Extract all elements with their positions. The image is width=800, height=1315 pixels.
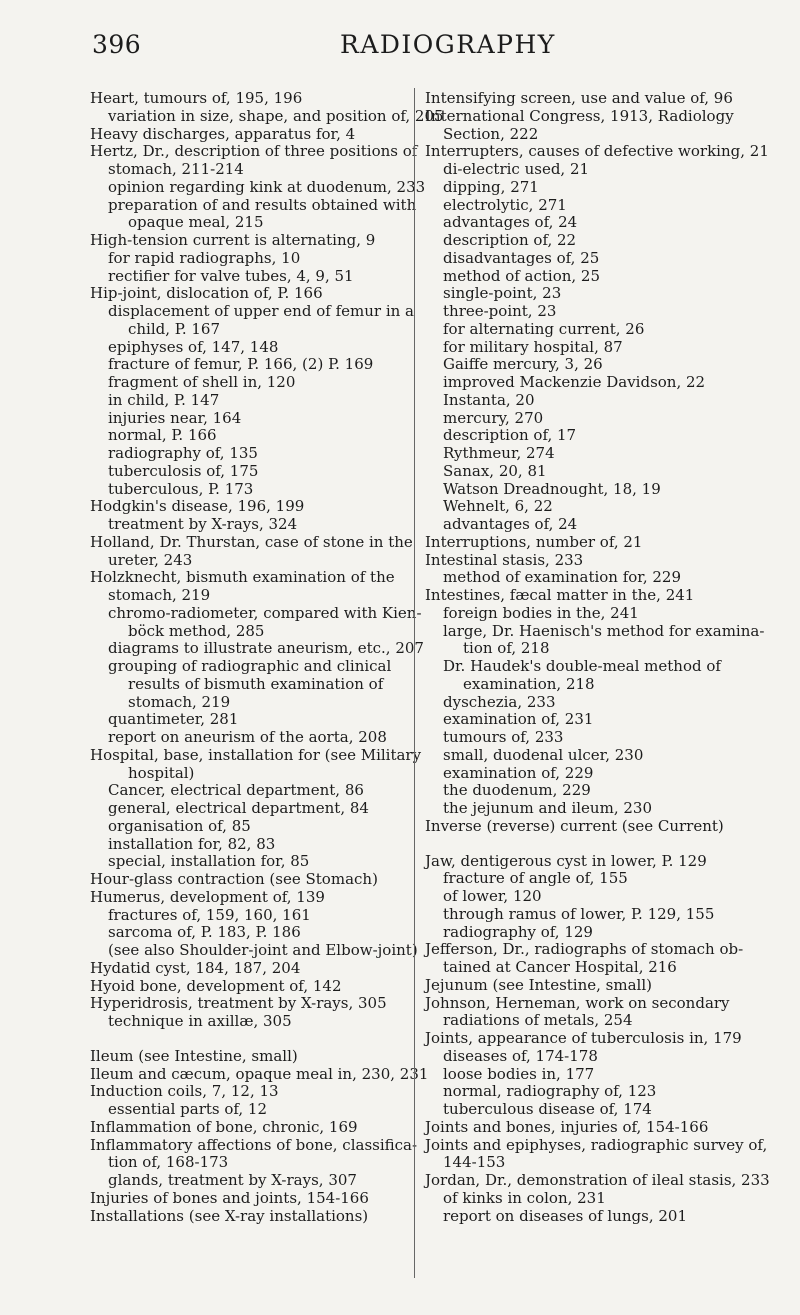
index-subentry: ureter, 243 — [108, 550, 193, 569]
index-subentry: dyschezia, 233 — [443, 692, 556, 711]
index-subentry: grouping of radiographic and clinical — [108, 657, 392, 675]
index-subentry: tuberculous disease of, 174 — [443, 1100, 652, 1118]
index-section-gap — [425, 836, 730, 853]
index-entry: Inflammatory affections of bone, classifica- — [90, 1135, 418, 1154]
index-subentry: through ramus of lower, P. 129, 155 — [443, 904, 715, 923]
index-subentry: method of action, 25 — [443, 266, 601, 285]
index-entry: Inflammation of bone, chronic, 169 — [90, 1117, 358, 1136]
index-entry: Joints, appearance of tuberculosis in, 179 — [425, 1029, 742, 1047]
index-subentry: tuberculosis of, 175 — [108, 461, 259, 480]
index-subentry: method of examination for, 229 — [443, 568, 682, 587]
index-subentry: 144-153 — [443, 1153, 506, 1172]
index-subentry: glands, treatment by X-rays, 307 — [108, 1171, 357, 1189]
index-subentry: electrolytic, 271 — [443, 195, 567, 214]
page-header — [92, 30, 702, 70]
index-subentry: loose bodies in, 177 — [443, 1064, 595, 1083]
index-entry: Intensifying screen, use and value of, 96 — [425, 89, 733, 107]
index-subentry: description of, 17 — [443, 426, 577, 445]
index-entry: International Congress, 1913, Radiology — [425, 106, 734, 125]
index-subentry: quantimeter, 281 — [108, 710, 239, 729]
index-subentry: single-point, 23 — [443, 284, 562, 303]
index-subentry: sarcoma of, P. 183, P. 186 — [108, 923, 301, 942]
index-subentry: report on diseases of lungs, 201 — [443, 1206, 687, 1225]
index-subentry: special, installation for, 85 — [108, 852, 310, 871]
index-subentry: description of, 22 — [443, 231, 577, 249]
index-entry: Jaw, dentigerous cyst in lower, P. 129 — [425, 851, 707, 870]
index-subentry: small, duodenal ulcer, 230 — [443, 745, 644, 764]
index-subentry: diagrams to illustrate aneurism, etc., 207 — [108, 639, 424, 658]
index-subentry: general, electrical department, 84 — [108, 799, 369, 817]
index-subentry: opinion regarding kink at duodenum, 233 — [108, 177, 426, 196]
index-entry: Hertz, Dr., description of three positions of — [90, 142, 418, 161]
index-subentry: disadvantages of, 25 — [443, 248, 600, 267]
index-entry: Intestinal stasis, 233 — [425, 550, 584, 569]
index-column-left — [90, 89, 444, 1225]
index-subentry: tumours of, 233 — [443, 728, 564, 746]
index-entry: Johnson, Herneman, work on secondary — [425, 993, 730, 1012]
index-subentry: for military hospital, 87 — [443, 337, 623, 356]
index-entry: Interruptions, number of, 21 — [425, 532, 643, 551]
index-section-gap — [90, 1031, 400, 1048]
index-entry: Jejunum (see Intestine, small) — [425, 975, 652, 994]
index-entry: Holzknecht, bismuth examination of the — [90, 568, 395, 587]
index-subentry: rectifier for valve tubes, 4, 9, 51 — [108, 266, 354, 285]
index-subentry: fractures of, 159, 160, 161 — [108, 905, 311, 924]
index-subentry: injuries near, 164 — [108, 408, 242, 427]
index-subentry: normal, P. 166 — [108, 426, 217, 445]
index-entry: Holland, Dr. Thurstan, case of stone in the — [90, 532, 413, 551]
index-subentry: Rythmeur, 274 — [443, 444, 555, 462]
index-subentry: the jejunum and ileum, 230 — [443, 799, 652, 817]
index-subentry: Sanax, 20, 81 — [443, 461, 547, 480]
index-subentry: Section, 222 — [443, 124, 539, 143]
index-subentry: advantages of, 24 — [443, 515, 578, 533]
index-subentry: dipping, 271 — [443, 177, 539, 196]
index-subentry: hospital) — [128, 763, 195, 782]
index-subentry: radiations of metals, 254 — [443, 1011, 633, 1030]
index-subentry: report on aneurism of the aorta, 208 — [108, 728, 387, 746]
index-subentry: Watson Dreadnought, 18, 19 — [443, 479, 661, 498]
index-subentry: installation for, 82, 83 — [108, 834, 276, 853]
index-entry: Installations (see X-ray installations) — [90, 1206, 369, 1225]
running-head: RADIOGRAPHY — [340, 30, 556, 59]
index-entry: Ileum (see Intestine, small) — [90, 1046, 298, 1065]
index-subentry: examination of, 231 — [443, 710, 594, 729]
index-subentry: preparation of and results obtained with — [108, 195, 417, 214]
index-subentry: results of bismuth examination of — [128, 674, 384, 693]
index-entry: Jordan, Dr., demonstration of ileal stasis, 233 — [425, 1171, 770, 1189]
index-entry: Hyoid bone, development of, 142 — [90, 976, 342, 995]
index-subentry: advantages of, 24 — [443, 213, 578, 232]
index-subentry: foreign bodies in the, 241 — [443, 603, 639, 622]
index-subentry: tion of, 218 — [463, 639, 550, 658]
index-subentry: di-electric used, 21 — [443, 160, 590, 178]
index-entry: Hospital, base, installation for (see Military — [90, 745, 422, 764]
index-subentry: three-point, 23 — [443, 302, 557, 320]
index-subentry: Wehnelt, 6, 22 — [443, 497, 553, 516]
index-subentry: diseases of, 174-178 — [443, 1046, 598, 1065]
index-subentry: fracture of femur, P. 166, (2) P. 169 — [108, 355, 374, 374]
index-subentry: Dr. Haudek's double-meal method of — [443, 657, 721, 675]
index-entry: Joints and bones, injuries of, 154-166 — [425, 1117, 709, 1136]
index-entry: Ileum and cæcum, opaque meal in, 230, 231 — [90, 1064, 429, 1083]
index-subentry: stomach, 211-214 — [108, 160, 244, 178]
index-subentry: examination, 218 — [463, 674, 595, 693]
page-number: 396 — [92, 30, 142, 59]
index-column-right — [425, 89, 770, 1225]
index-entry: Hour-glass contraction (see Stomach) — [90, 870, 378, 888]
index-entry: Interrupters, causes of defective working, 21 — [425, 142, 769, 161]
index-subentry: mercury, 270 — [443, 408, 544, 427]
index-subentry: for rapid radiographs, 10 — [108, 248, 301, 267]
index-entry: Heavy discharges, apparatus for, 4 — [90, 124, 356, 143]
index-subentry: tained at Cancer Hospital, 216 — [443, 958, 677, 976]
index-entry: Hip-joint, dislocation of, P. 166 — [90, 284, 323, 303]
index-subentry: organisation of, 85 — [108, 816, 251, 835]
index-entry: Injuries of bones and joints, 154-166 — [90, 1188, 369, 1207]
index-subentry: examination of, 229 — [443, 763, 594, 782]
index-subentry: stomach, 219 — [128, 692, 231, 711]
index-entry: Humerus, development of, 139 — [90, 887, 325, 906]
column-divider — [414, 88, 415, 1278]
index-subentry: child, P. 167 — [128, 319, 221, 338]
index-subentry: in child, P. 147 — [108, 390, 220, 409]
index-entry: Induction coils, 7, 12, 13 — [90, 1082, 279, 1101]
index-subentry: tuberculous, P. 173 — [108, 479, 254, 498]
index-subentry: variation in size, shape, and position of, 205 — [108, 106, 444, 125]
index-subentry: fragment of shell in, 120 — [108, 373, 296, 391]
index-subentry: normal, radiography of, 123 — [443, 1082, 657, 1101]
index-entry: Jefferson, Dr., radiographs of stomach ob- — [425, 940, 744, 959]
index-subentry: displacement of upper end of femur in a — [108, 302, 414, 320]
index-subentry: treatment by X-rays, 324 — [108, 515, 298, 533]
index-subentry: of lower, 120 — [443, 887, 542, 905]
index-subentry: stomach, 219 — [108, 586, 211, 604]
index-subentry: for alternating current, 26 — [443, 319, 645, 338]
index-subentry: fracture of angle of, 155 — [443, 869, 628, 888]
index-subentry: improved Mackenzie Davidson, 22 — [443, 373, 706, 391]
index-entry: Hyperidrosis, treatment by X-rays, 305 — [90, 994, 387, 1013]
index-entry: Intestines, fæcal matter in the, 241 — [425, 586, 695, 604]
index-subentry: of kinks in colon, 231 — [443, 1188, 606, 1207]
index-entry: Hydatid cyst, 184, 187, 204 — [90, 958, 301, 977]
index-entry: High-tension current is alternating, 9 — [90, 231, 376, 249]
index-subentry: Cancer, electrical department, 86 — [108, 781, 364, 800]
index-subentry: Instanta, 20 — [443, 390, 535, 409]
index-subentry: large, Dr. Haenisch's method for examina- — [443, 621, 765, 640]
index-subentry: epiphyses of, 147, 148 — [108, 337, 279, 356]
index-subentry: tion of, 168-173 — [108, 1153, 229, 1172]
index-subentry: essential parts of, 12 — [108, 1100, 268, 1118]
index-subentry: (see also Shoulder-joint and Elbow-joint) — [108, 941, 418, 959]
index-entry: Joints and epiphyses, radiographic survey of, — [425, 1135, 768, 1154]
index-subentry: chromo-radiometer, compared with Kien- — [108, 603, 422, 622]
index-entry: Heart, tumours of, 195, 196 — [90, 89, 303, 107]
index-entry: Inverse (reverse) current (see Current) — [425, 816, 724, 835]
index-subentry: opaque meal, 215 — [128, 213, 264, 232]
index-subentry: Gaiffe mercury, 3, 26 — [443, 355, 603, 374]
index-subentry: radiography of, 129 — [443, 922, 593, 941]
index-subentry: böck method, 285 — [128, 621, 265, 640]
index-entry: Hodgkin's disease, 196, 199 — [90, 497, 305, 516]
index-subentry: radiography of, 135 — [108, 444, 258, 462]
index-subentry: the duodenum, 229 — [443, 781, 591, 800]
index-subentry: technique in axillæ, 305 — [108, 1012, 292, 1030]
